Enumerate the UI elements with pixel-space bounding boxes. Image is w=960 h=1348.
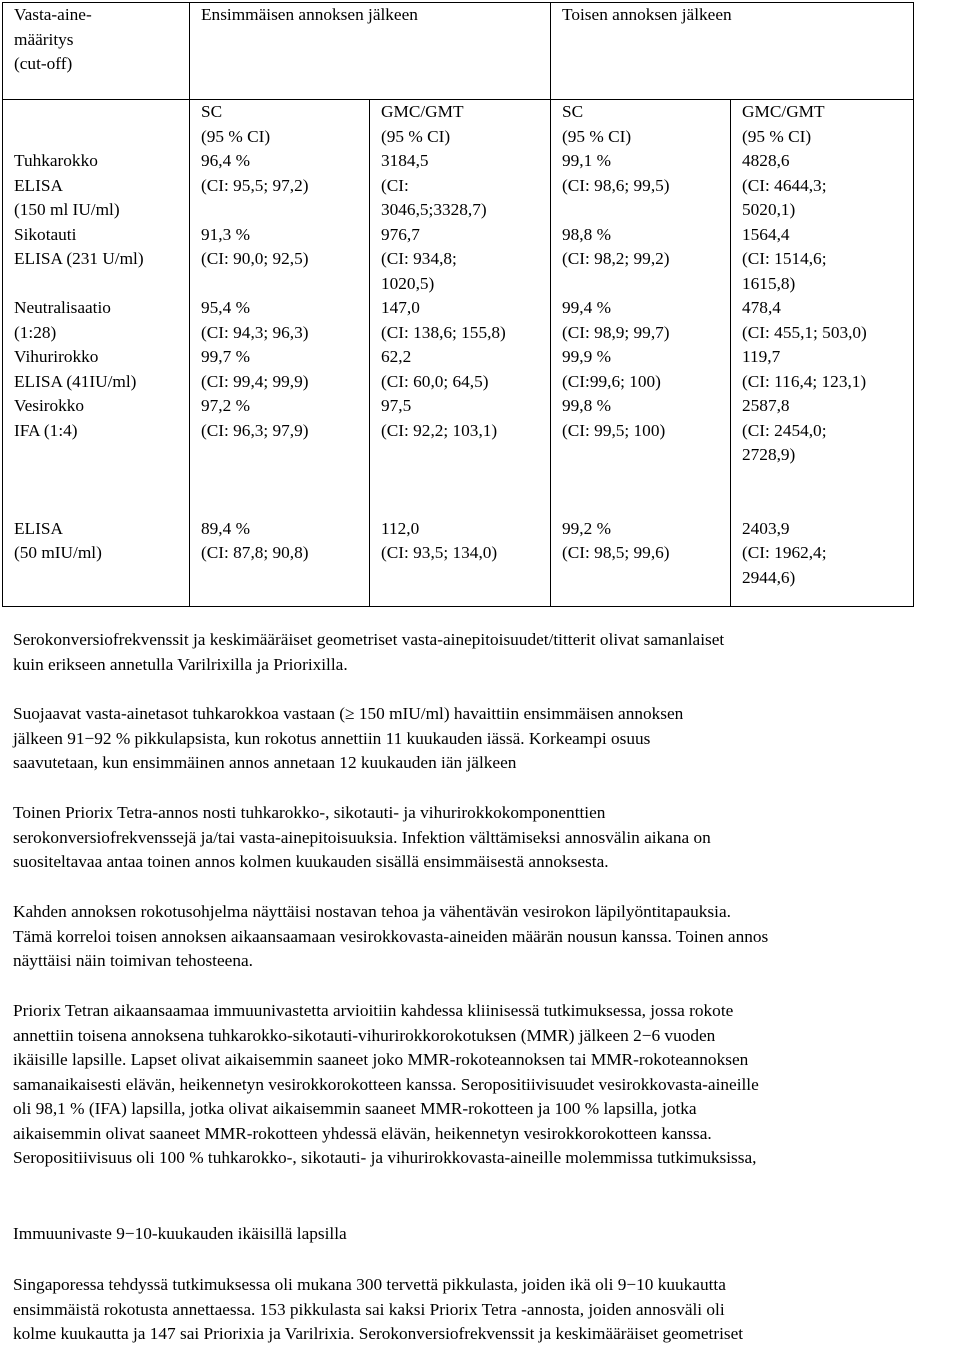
gmc-value-line: 2944,6)	[742, 567, 796, 587]
gmc-value-line: 1564,4	[742, 224, 790, 244]
gmc-first-column	[370, 100, 551, 591]
gmc-value-line: (CI:	[381, 175, 409, 195]
immunogenicity-table	[2, 2, 914, 607]
sc-value-line: (CI: 98,9; 99,7)	[562, 322, 670, 342]
sc-value-line: (CI: 99,4; 99,9)	[201, 371, 309, 391]
gmc-value-line: (CI: 455,1; 503,0)	[742, 322, 867, 342]
sc-value-line	[562, 272, 730, 297]
paragraph-priorix-tetra: Priorix Tetran aikaansaamaa immuunivastetta arvioitiin kahdessa kliinisessä tutkimuksessa, jossa rokote annettiin toisena annoksena tuhkarokko-sikotauti-vihurirokkorokotuksen (MMR) jälkeen 2−6 vuoden ikäisille lapsille. Lapset olivat aikaisemmin saaneet joko MMR-rokoteannoksen tai MMR-rokoteannoksen samanaikaisesti elävän, heikennetyn vesirokkorokotteen kanssa. Seropositiivisuudet vesirokkovasta-aineille oli 98,1 % (IFA) lapsilla, jotka olivat aikaisemmin saaneet MMR-rokotteen ja 100 % lapsilla, jotka aikaisemmin olivat saaneet MMR-rokotteen yhdessä elävän, heikennetyn vesirokkorokotteen kanssa. Seropositiivisuus oli 100 % tuhkarokko-, sikotauti- ja vihurirokkovasta-aineille molemmissa tutkimuksissa,	[13, 1001, 759, 1167]
sc-value-line	[201, 443, 369, 468]
ci-label: (95 % CI)	[562, 126, 632, 146]
sc2-lines	[562, 149, 730, 566]
assay-line: Vihurirokko	[14, 347, 99, 366]
gmc-value-line: 97,5	[381, 396, 412, 415]
assay-line: (50 mIU/ml)	[14, 543, 102, 562]
header-assay-line: (cut-off)	[14, 54, 73, 73]
assay-lines	[14, 149, 189, 566]
sc-value-line: 98,8 %	[562, 224, 611, 244]
gmc-value-line: 1020,5)	[381, 273, 435, 293]
paragraph-singapore: Singaporessa tehdyssä tutkimuksessa oli mukana 300 tervettä pikkulasta, joiden ikä oli 9−10 kuukautta ensimmäistä rokotusta annettaessa. 153 pikkulasta sai kaksi Priorix Tetra -annosta, joiden annosväli oli kolme kuukautta ja 147 sai Priorixia ja Varilrixia. Serokonversiofrekvenssit ja keskimääräiset geometriset	[13, 1275, 744, 1343]
gmc2-lines	[742, 149, 913, 590]
sc-value-line: (CI: 99,5; 100)	[562, 420, 666, 440]
sc-value-line: 99,8 %	[562, 396, 611, 415]
table-header-row	[3, 3, 914, 100]
gmc-value-line: 478,4	[742, 298, 781, 317]
gmc-value-line: 119,7	[742, 347, 781, 366]
gmc1-lines	[381, 149, 550, 566]
table-bottom-pad	[3, 590, 914, 606]
gmc-value-line: (CI: 92,2; 103,1)	[381, 420, 498, 440]
assay-line	[14, 443, 189, 468]
sc-value-line: 95,4 %	[201, 298, 250, 317]
gmc-label: GMC/GMT	[742, 102, 825, 121]
gmc-value-line: 5020,1)	[742, 200, 796, 219]
sc-value-line: 96,4 %	[201, 151, 250, 170]
assay-line: ELISA (231 U/ml)	[14, 249, 144, 268]
section-heading: Immuunivaste 9−10-kuukauden ikäisillä lapsilla	[13, 1224, 347, 1243]
assay-line: Vesirokko	[14, 396, 85, 415]
gmc-value-line: (CI: 116,4; 123,1)	[742, 371, 867, 391]
gmc-second-column	[731, 100, 914, 591]
sc-value-line: (CI: 87,8; 90,8)	[201, 543, 309, 562]
row-gap	[381, 492, 550, 517]
header-after-second-dose: Toisen annoksen jälkeen	[551, 3, 914, 100]
sc-value-line	[562, 468, 730, 493]
sc-value-line: 91,3 %	[201, 224, 250, 244]
gmc-value-line: 1615,8)	[742, 273, 796, 293]
row-gap	[742, 492, 913, 517]
gmc-value-line: 2403,9	[742, 518, 790, 538]
gmc-value-line	[381, 468, 550, 493]
ci-label: (95 % CI)	[201, 126, 271, 146]
row-gap	[14, 492, 189, 517]
sc-value-line: 99,2 %	[562, 518, 611, 538]
assay-line: Sikotauti	[14, 224, 77, 244]
ci-label: (95 % CI)	[381, 126, 451, 146]
sc-value-line: (CI: 95,5; 97,2)	[201, 175, 309, 195]
gmc-value-line: (CI: 934,8;	[381, 249, 457, 268]
sc-first-column	[190, 100, 370, 591]
paragraph-toinen-annos: Toinen Priorix Tetra-annos nosti tuhkarokko-, sikotauti- ja vihurirokkokomponenttien serokonversiofrekvenssejä ja/tai vasta-ainepitoisuuksia. Infektion välttämiseksi annosvälin aikana on suositeltavaa antaa toinen annos kolmen kuukauden sisällä ensimmäisestä annoksesta.	[13, 803, 711, 871]
gmc-label: GMC/GMT	[381, 102, 464, 121]
sc-value-line: (CI: 90,0; 92,5)	[201, 249, 309, 268]
gmc-value-line: (CI: 1962,4;	[742, 543, 827, 562]
assay-line: ELISA (41IU/ml)	[14, 371, 137, 391]
assay-line: Tuhkarokko	[14, 151, 98, 170]
gmc-value-line: 2728,9)	[742, 445, 796, 464]
sc-value-line: 97,2 %	[201, 396, 250, 415]
gmc-value-line: (CI: 60,0; 64,5)	[381, 371, 489, 391]
ci-label: (95 % CI)	[742, 126, 812, 146]
header-assay-line: Vasta-aine-	[14, 5, 92, 24]
header-assay-line: määritys	[14, 29, 74, 49]
assay-line: (150 ml IU/ml)	[14, 200, 120, 219]
header-assay-cell	[3, 3, 190, 100]
sc-label: SC	[562, 102, 584, 121]
assay-line: IFA (1:4)	[14, 420, 78, 440]
gmc-value-line: 3184,5	[381, 151, 429, 170]
sc-value-line: 99,1 %	[562, 151, 611, 170]
gmc-value-line	[742, 468, 913, 493]
sc-second-column	[551, 100, 731, 591]
sc1-lines	[201, 149, 369, 566]
paragraph-suojaavat: Suojaavat vasta-ainetasot tuhkarokkoa vastaan (≥ 150 mIU/ml) havaittiin ensimmäisen annoksen jälkeen 91−92 % pikkulapsista, kun rokotus annettiin 11 kuukauden iässä. Korkeampi osuus saavutetaan, kun ensimmäinen annos annetaan 12 kuukauden iän jälkeen	[13, 704, 684, 772]
sc-value-line: (CI: 96,3; 97,9)	[201, 420, 309, 440]
sc-value-line: (CI:99,6; 100)	[562, 371, 661, 391]
gmc-value-line: 112,0	[381, 518, 420, 538]
sc-value-line: (CI: 98,5; 99,6)	[562, 543, 670, 562]
gmc-value-line: 147,0	[381, 298, 420, 317]
gmc-value-line: 4828,6	[742, 151, 790, 170]
gmc-value-line: 976,7	[381, 224, 420, 244]
sc-value-line: (CI: 98,2; 99,2)	[562, 249, 670, 268]
sc-value-line: (CI: 98,6; 99,5)	[562, 175, 670, 195]
sc-value-line: 99,9 %	[562, 347, 611, 366]
sc-value-line	[201, 272, 369, 297]
row-gap	[562, 492, 730, 517]
gmc-value-line: (CI: 1514,6;	[742, 249, 827, 268]
assay-line: ELISA	[14, 175, 63, 195]
sc-value-line	[201, 468, 369, 493]
sc-value-line: 89,4 %	[201, 518, 250, 538]
assay-line: ELISA	[14, 518, 63, 538]
assay-line	[14, 468, 189, 493]
sc-value-line	[562, 198, 730, 223]
sc-value-line: (CI: 94,3; 96,3)	[201, 322, 309, 342]
gmc-value-line: (CI: 93,5; 134,0)	[381, 543, 498, 562]
header-after-first-dose: Ensimmäisen annoksen jälkeen	[190, 3, 551, 100]
assay-line: (1:28)	[14, 322, 57, 342]
assay-column	[3, 100, 190, 591]
gmc-value-line: (CI: 138,6; 155,8)	[381, 322, 506, 342]
gmc-value-line: 2587,8	[742, 396, 790, 415]
sc-value-line	[562, 443, 730, 468]
gmc-value-line: 3046,5;3328,7)	[381, 200, 487, 219]
paragraph-kahden-annoksen: Kahden annoksen rokotusohjelma näyttäisi nostavan tehoa ja vähentävän vesirokon läpilyöntitapauksia. Tämä korreloi toisen annoksen aikaansaamaan vesirokkovasta-aineiden määrän nousun kanssa. Toinen annos näyttäisi näin toimivan tehosteena.	[13, 902, 769, 970]
gmc-value-line: (CI: 2454,0;	[742, 420, 827, 440]
assay-line: Neutralisaatio	[14, 298, 111, 317]
sc-value-line: 99,7 %	[201, 347, 250, 366]
sc-value-line	[201, 198, 369, 223]
table-body-row	[3, 100, 914, 591]
sc-value-line: 99,4 %	[562, 298, 611, 317]
gmc-value-line: (CI: 4644,3;	[742, 175, 827, 195]
gmc-value-line: 62,2	[381, 347, 412, 366]
paragraph-serokonversio: Serokonversiofrekvenssit ja keskimääräiset geometriset vasta-ainepitoisuudet/titterit olivat samanlaiset kuin erikseen annetulla Varilrixilla ja Priorixilla.	[13, 630, 725, 674]
assay-line	[14, 272, 189, 297]
sc-label: SC	[201, 102, 223, 121]
gmc-value-line	[381, 443, 550, 468]
row-gap	[201, 492, 369, 517]
